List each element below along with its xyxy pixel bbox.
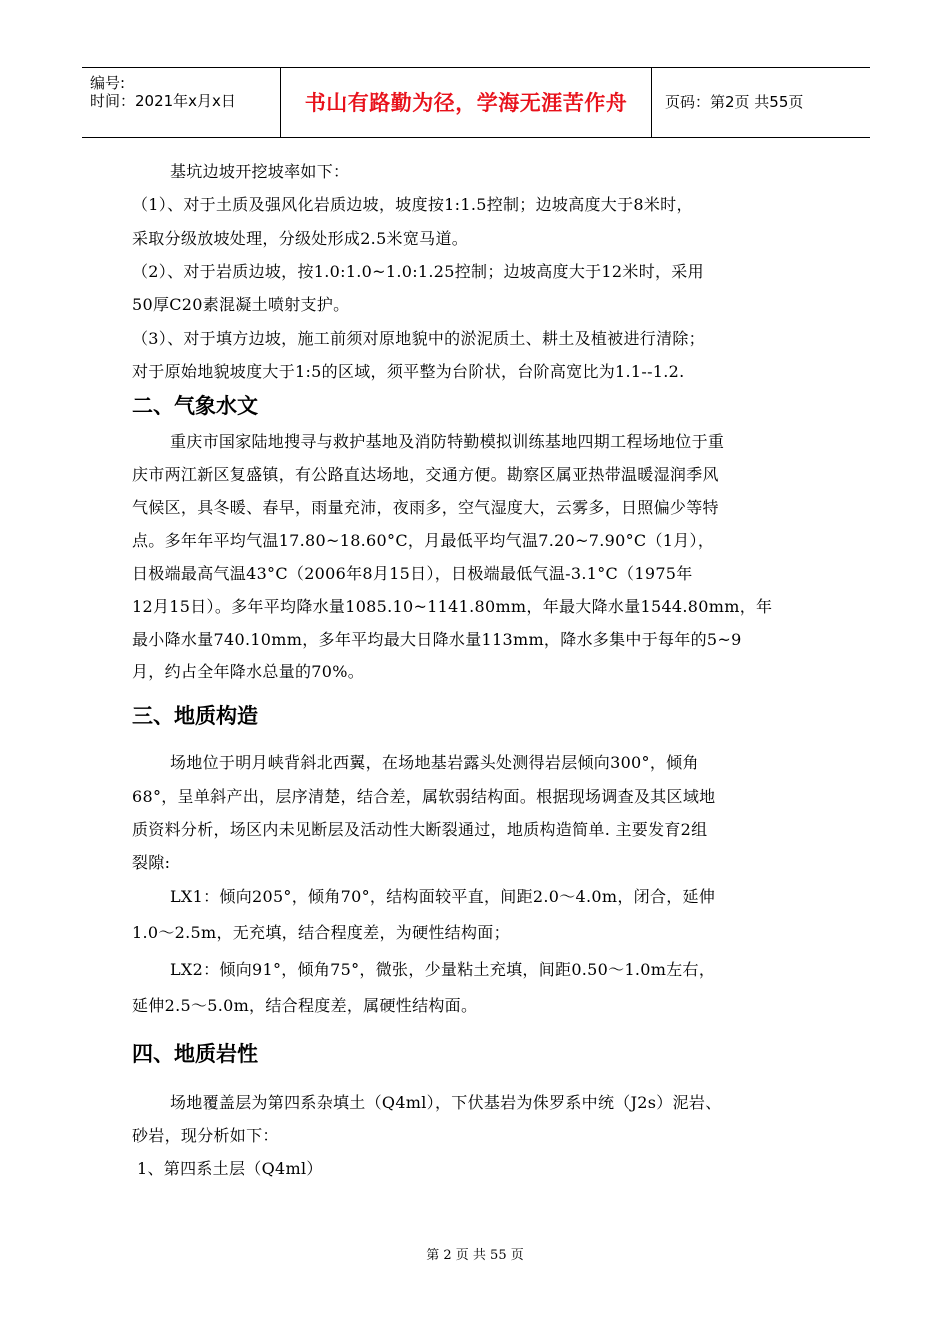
- paragraph-line: 日极端最高气温43°C（2006年8月15日），日极端最低气温-3.1°C（1975年: [132, 564, 693, 583]
- paragraph-line: 点。多年年平均气温17.80~18.60°C，月最低平均气温7.20~7.90°C（1月），: [132, 531, 715, 550]
- paragraph-line: 裂隙:: [132, 853, 171, 872]
- section-heading-geology: 三、地质构造: [132, 704, 258, 728]
- header-meta-cell: [82, 68, 280, 137]
- paragraph-line: 质资料分析，场区内未见断层及活动性大断裂通过，地质构造简单. 主要发育2组: [132, 820, 708, 839]
- paragraph-line: LX2：倾向91°，倾角75°，微张，少量粘土充填，间距0.50～1.0m左右，: [170, 960, 716, 979]
- header-motto: 书山有路勤为径，学海无涯苦作舟: [304, 91, 628, 115]
- header-page-number: 页码：第2页 共55页: [665, 93, 804, 111]
- header-motto-cell: [280, 68, 652, 137]
- paragraph-line: 庆市两江新区复盛镇，有公路直达场地，交通方便。勘察区属亚热带温暖湿润季风: [132, 465, 719, 484]
- paragraph-line: 场地位于明月峡背斜北西翼，在场地基岩露头处测得岩层倾向300°，倾角: [170, 753, 699, 772]
- paragraph-line: 砂岩，现分析如下：: [132, 1126, 279, 1145]
- paragraph-line: （2）、对于岩质边坡，按1.0:1.0~1.0:1.25控制；边坡高度大于12米时，采用: [132, 262, 704, 281]
- page-footer: 第 2 页 共 55 页: [426, 1248, 524, 1263]
- paragraph-line: LX1：倾向205°，倾角70°，结构面较平直，间距2.0～4.0m，闭合，延伸: [170, 887, 716, 906]
- page-header: [82, 67, 870, 138]
- paragraph-line: （3）、对于填方边坡，施工前须对原地貌中的淤泥质土、耕土及植被进行清除；: [132, 329, 705, 348]
- paragraph-line: 基坑边坡开挖坡率如下：: [170, 162, 350, 181]
- paragraph-line: 50厚C20素混凝土喷射支护。: [132, 295, 350, 314]
- paragraph-line: 1、第四系土层（Q4ml）: [137, 1159, 323, 1178]
- paragraph-line: 最小降水量740.10mm，多年平均最大日降水量113mm，降水多集中于每年的5~9: [132, 630, 742, 649]
- paragraph-line: 场地覆盖层为第四系杂填土（Q4ml），下伏基岩为侏罗系中统（J2s）泥岩、: [170, 1093, 722, 1112]
- paragraph-line: 月，约占全年降水总量的70%。: [132, 662, 365, 681]
- paragraph-line: （1）、对于土质及强风化岩质边坡，坡度按1:1.5控制；边坡高度大于8米时，: [132, 195, 693, 214]
- paragraph-line: 采取分级放坡处理，分级处形成2.5米宽马道。: [132, 229, 469, 248]
- header-page-cell: [652, 68, 870, 137]
- paragraph-line: 12月15日）。多年平均降水量1085.10~1141.80mm，年最大降水量1544.80mm，年: [132, 597, 773, 616]
- paragraph-line: 延伸2.5～5.0m，结合程度差，属硬性结构面。: [132, 996, 478, 1015]
- paragraph-line: 气候区，具冬暖、春早，雨量充沛，夜雨多，空气湿度大，云雾多，日照偏少等特: [132, 498, 719, 517]
- paragraph-line: 1.0～2.5m，无充填，结合程度差，为硬性结构面；: [132, 923, 510, 942]
- paragraph-line: 重庆市国家陆地搜寻与救护基地及消防特勤模拟训练基地四期工程场地位于重: [170, 432, 725, 451]
- paragraph-line: 对于原始地貌坡度大于1:5的区域，须平整为台阶状，台阶高宽比为1.1--1.2.: [132, 362, 685, 381]
- document-number-label: 编号:: [90, 74, 126, 92]
- paragraph-line: 68°，呈单斜产出，层序清楚，结合差，属软弱结构面。根据现场调查及其区域地: [132, 787, 716, 806]
- section-heading-lithology: 四、地质岩性: [132, 1042, 258, 1066]
- document-date-label: 时间：2021年x月x日: [90, 92, 236, 110]
- section-heading-climate: 二、气象水文: [132, 394, 258, 418]
